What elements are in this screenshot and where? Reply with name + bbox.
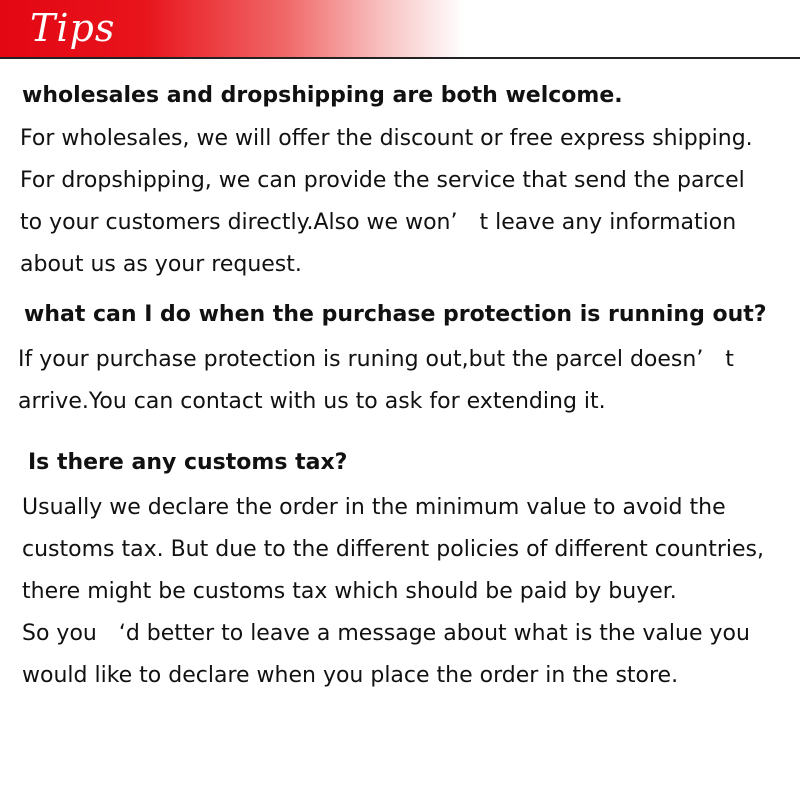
- faq-answer-wholesale: [20, 118, 753, 286]
- faq-question-protection: what can I do when the purchase protection is running out?: [24, 302, 767, 327]
- answer-line: to your customers directly.Also we won’ t leave any information: [20, 210, 737, 235]
- answer-line: Usually we declare the order in the minimum value to avoid the: [22, 495, 726, 520]
- tips-banner: [0, 0, 800, 57]
- banner-title: Tips: [30, 6, 116, 50]
- faq-answer-customs: [22, 487, 764, 697]
- answer-line: customs tax. But due to the different policies of different countries,: [22, 537, 764, 562]
- faq-question-customs: Is there any customs tax?: [28, 450, 348, 475]
- answer-line: about us as your request.: [20, 252, 302, 277]
- faq-answer-protection: [18, 339, 734, 423]
- answer-line: For wholesales, we will offer the discount or free express shipping.: [20, 126, 753, 151]
- answer-line: arrive.You can contact with us to ask for extending it.: [18, 389, 606, 414]
- answer-line: For dropshipping, we can provide the service that send the parcel: [20, 168, 745, 193]
- answer-line: there might be customs tax which should be paid by buyer.: [22, 579, 677, 604]
- answer-line: If your purchase protection is runing out,but the parcel doesn’ t: [18, 347, 734, 372]
- banner-divider: [0, 57, 800, 59]
- answer-line: So you ‘d better to leave a message about what is the value you: [22, 621, 750, 646]
- answer-line: would like to declare when you place the order in the store.: [22, 663, 679, 688]
- faq-question-wholesale: wholesales and dropshipping are both welcome.: [22, 83, 623, 108]
